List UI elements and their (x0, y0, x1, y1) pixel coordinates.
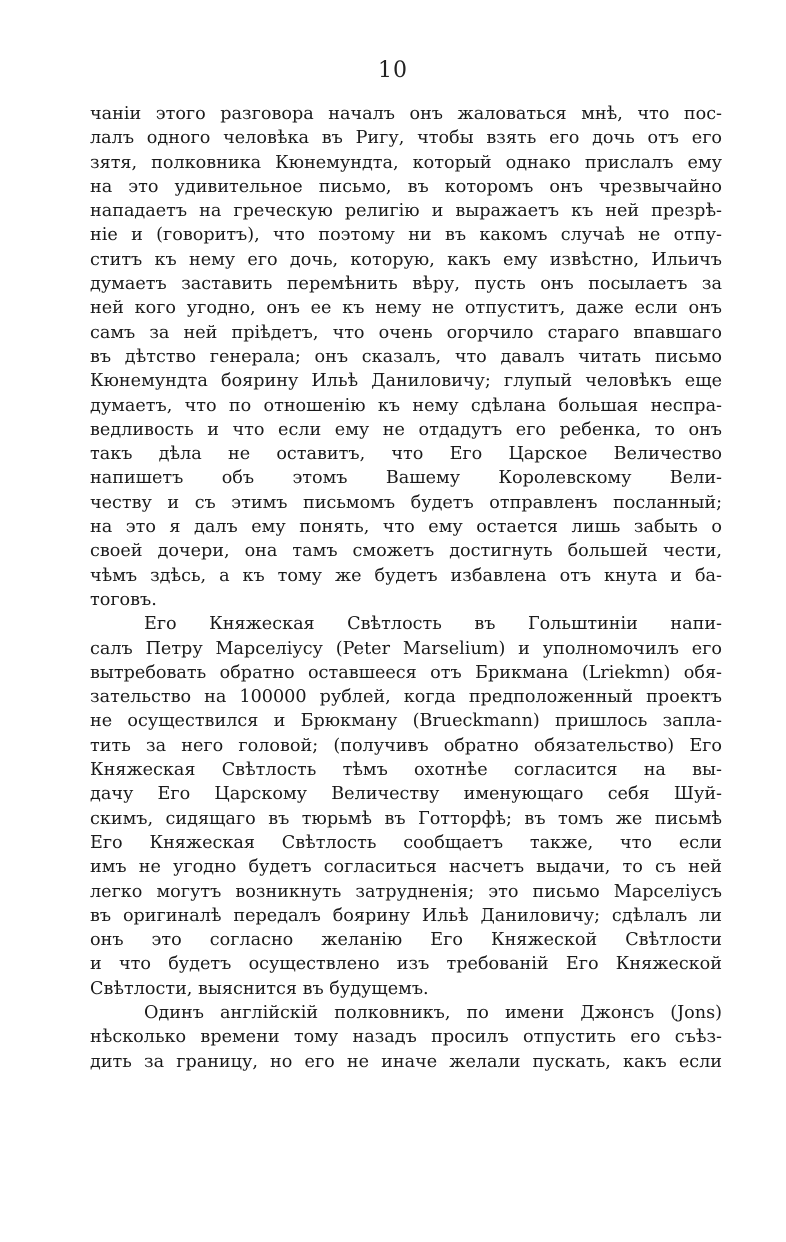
text-line: имъ не угодно будетъ согласиться насчетъ выдачи, то съ ней (90, 857, 722, 878)
text-line: думаетъ, что по отношенiю къ нему сдѣлана большая неспра- (90, 395, 722, 416)
text-line: легко могутъ возникнуть затрудненiя; это письмо Марселiусъ (90, 881, 722, 902)
text-line: не осуществился и Брюкману (Brueckmann) пришлось запла- (90, 711, 722, 732)
paragraph-start-line: Одинъ англiйскiй полковникъ, по имени Джонсъ (Jons) (144, 1002, 722, 1023)
text-line: скимъ, сидящаго въ тюрьмѣ въ Готторфѣ; въ томъ же письмѣ (90, 808, 722, 829)
text-line: дить за границу, но его не иначе желали пускать, какъ если (90, 1051, 722, 1072)
text-line: онъ это согласно желанiю Его Княжеской Свѣтлости (90, 930, 722, 951)
text-line: въ дѣтство генерала; онъ сказалъ, что давалъ читать письмо (90, 346, 722, 367)
text-line: своей дочери, она тамъ сможетъ достигнуть большей чести, (90, 541, 722, 562)
text-line: чанiи этого разговора началъ онъ жаловаться мнѣ, что пос- (90, 104, 722, 124)
text-line: Его Княжеская Свѣтлость сообщаетъ также, что если (90, 832, 722, 853)
text-line: на это удивительное письмо, въ которомъ онъ чрезвычайно (90, 176, 722, 197)
text-line: Кюнемундта боярину Ильѣ Даниловичу; глупый человѣкъ еще (90, 371, 722, 392)
text-line: честву и съ этимъ письмомъ будетъ отправленъ посланный; (90, 492, 722, 513)
text-line: чѣмъ здѣсь, а къ тому же будетъ избавлена отъ кнута и ба- (90, 565, 722, 586)
text-line: ститъ къ нему его дочь, которую, какъ ему извѣстно, Ильичъ (90, 249, 722, 270)
text-line: самъ за ней прiѣдетъ, что очень огорчило стараго впавшаго (90, 322, 722, 343)
text-line: и что будетъ осуществлено изъ требованiй Его Княжеской (90, 954, 722, 975)
text-line: нiе и (говоритъ), что поэтому ни въ какомъ случаѣ не отпу- (90, 225, 722, 246)
paragraph-start-line: Его Княжеская Свѣтлость въ Гольштинiи напи- (144, 614, 722, 635)
text-line: ведливость и что если ему не отдадутъ его ребенка, то онъ (90, 419, 722, 440)
text-line: думаетъ заставить перемѣнить вѣру, пусть онъ посылаетъ за (90, 274, 722, 295)
body-text (90, 102, 722, 1074)
text-line: нападаетъ на греческую религiю и выражаетъ къ ней презрѣ- (90, 201, 722, 222)
text-line: ней кого угодно, онъ ее къ нему не отпуститъ, даже если онъ (90, 298, 722, 319)
text-line: вытребовать обратно оставшееся отъ Брикмана (Lriekmn) обя- (90, 662, 722, 683)
page-number: 10 (378, 58, 408, 83)
text-line: нѣсколько времени тому назадъ просилъ отпустить его съѣз- (90, 1027, 722, 1048)
text-line: такъ дѣла не оставитъ, что Его Царское Величество (90, 444, 722, 465)
text-line: салъ Петру Марселiусу (Peter Marselium) и уполномочилъ его (90, 638, 722, 659)
text-line: дачу Его Царскому Величеству именующаго себя Шуй- (90, 784, 722, 805)
text-line: Княжеская Свѣтлость тѣмъ охотнѣе согласится на вы- (90, 760, 722, 781)
text-line: зятя, полковника Кюнемундта, который однако прислалъ ему (90, 152, 722, 173)
text-line: тить за него головой; (получивъ обратно обязательство) Его (90, 735, 722, 756)
text-line: въ оригиналѣ передалъ боярину Ильѣ Даниловичу; сдѣлалъ ли (90, 905, 722, 926)
text-line: Свѣтлости, выяснится въ будущемъ. (90, 978, 429, 999)
text-line: напишетъ объ этомъ Вашему Королевскому Вели- (90, 468, 722, 489)
text-line: тоговъ. (90, 589, 157, 610)
text-line: зательство на 100000 рублей, когда предположенный проектъ (90, 687, 722, 708)
text-line: лалъ одного человѣка въ Ригу, чтобы взять его дочь отъ его (90, 128, 722, 149)
text-line: на это я далъ ему понять, что ему остается лишь забыть о (90, 517, 722, 538)
